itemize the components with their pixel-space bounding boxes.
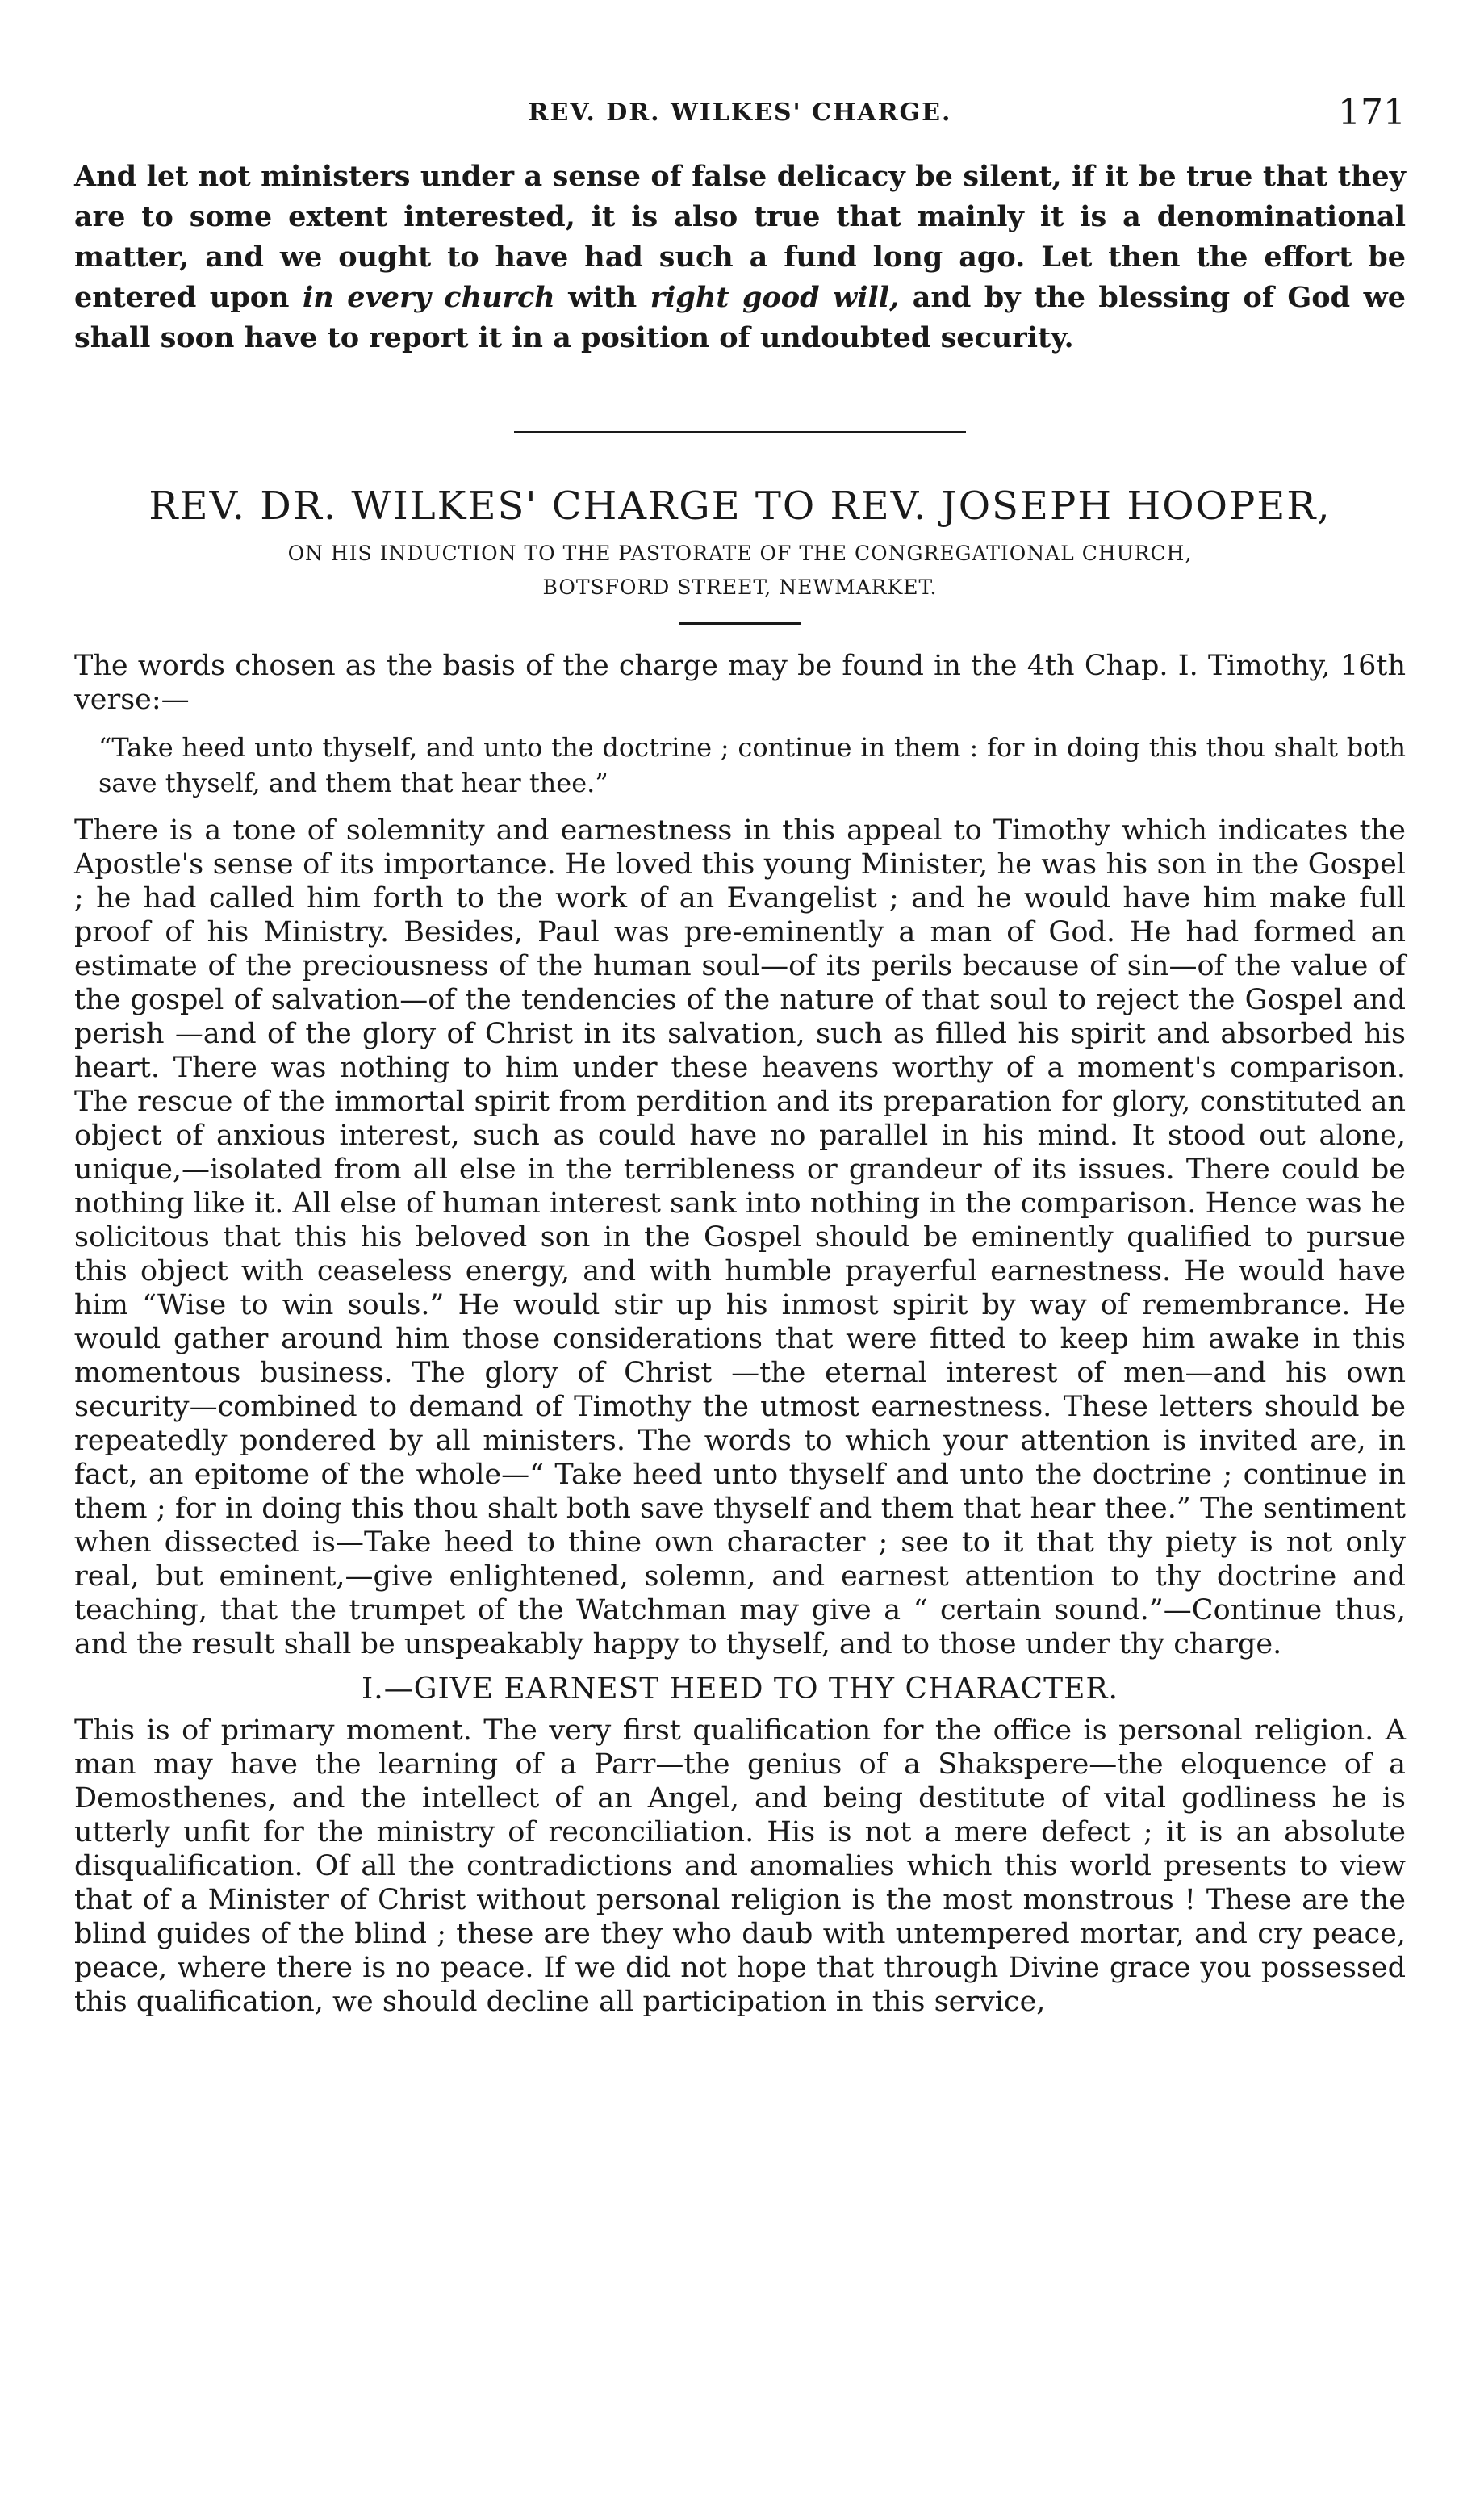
article-subtitle-line-1: ON HIS INDUCTION TO THE PASTORATE OF THE CONGREGATIONAL CHURCH,: [287, 542, 1193, 565]
intro-emphasis-1: in every church: [302, 281, 555, 314]
section-divider: [514, 431, 966, 433]
intro-text-3: and by the blessing of God we shall soon have to report it in a position of undoubted security.: [74, 281, 1406, 354]
main-paragraph: There is a tone of solemnity and earnestness in this appeal to Timothy which indicates the Apostle's sense of its importance. He loved this young Minister, he was his son in the Gospel ; he had called him forth to the work of an Evangelist ; and he would have him make full proof of his Ministry. Besides, Paul was pre-eminently a man of God. He had formed an estimate of the preciousness of the human soul—of its perils because of sin—of the value of the gospel of salvation—of the tendencies of the nature of that soul to reject the Gospel and perish —and of the glory of Christ in its salvation, such as filled his spirit and absorbed his heart. There was nothing to him under these heavens worthy of a moment's comparison. The rescue of the immortal spirit from perdition and its preparation for glory, constituted an object of anxious interest, such as could have no parallel in his mind. It stood out alone, unique,—isolated from all else in the terribleness or grandeur of its issues. There could be nothing like it. All else of human interest sank into nothing in the comparison. Hence was he solicitous that this his beloved son in the Gospel should be eminently qualified to pursue this object with ceaseless energy, and with humble prayerful earnestness. He would have him “Wise to win souls.” He would stir up his inmost spirit by way of remembrance. He would gather around him those considerations that were fitted to keep him awake in this momentous business. The glory of Christ —the eternal interest of men—and his own security—combined to demand of Timothy the utmost earnestness. These letters should be repeatedly pondered by all ministers. The words to which your attention is invited are, in fact, an epitome of the whole—“ Take heed unto thyself and unto the doctrine ; continue in them ; for in doing this thou shalt both save thyself and them that hear thee.” The sentiment when dissected is—Take heed to thine own character ; see to it that thy piety is not only real, but eminent,—give enlightened, solemn, and earnest attention to thy doctrine and teaching, that the trumpet of the Watchman may give a “ certain sound.”—Continue thus, and the result shall be unspeakably happy to thyself, and to those under thy charge.: [74, 814, 1406, 1660]
intro-paragraph: [74, 157, 1406, 358]
article-subtitle: [74, 537, 1406, 605]
intro-text-1: And let not ministers under a sense of false delicacy be silent, if it be true that they are to some extent interested, it is also true that mainly it is a denominational matter, and we ought to have had such a fund long ago. Let then the effort be entered upon: [74, 160, 1406, 314]
article-title: REV. DR. WILKES' CHARGE TO REV. JOSEPH HOOPER,: [148, 484, 1331, 529]
running-title: REV. DR. WILKES' CHARGE.: [528, 98, 952, 127]
article-subtitle-line-2: BOTSFORD STREET, NEWMARKET.: [542, 576, 938, 599]
section-paragraph: This is of primary moment. The very first qualification for the office is personal religion. A man may have the learning of a Parr—the genius of a Shakspere—the eloquence of a Demosthenes, and the intellect of an Angel, and being destitute of vital godliness he is utterly unfit for the ministry of reconciliation. His is not a mere defect ; it is an absolute disqualification. Of all the contradictions and anomalies which this world presents to view that of a Minister of Christ without personal religion is the most monstrous ! These are the blind guides of the blind ; these are they who daub with untempered mortar, and cry peace, peace, where there is no peace. If we did not hope that through Divine grace you possessed this qualification, we should decline all participation in this service,: [74, 1714, 1406, 2018]
page-number: 171: [1338, 92, 1406, 133]
intro-text-2: with: [554, 281, 650, 314]
scripture-quote: “Take heed unto thyself, and unto the doctrine ; continue in them : for in doing this thou shalt both save thyself, and them that hear thee.”: [98, 732, 1406, 798]
text-intro: The words chosen as the basis of the charge may be found in the 4th Chap. I. Timothy, 16th verse:—: [74, 650, 1406, 716]
section-heading: I.—GIVE EARNEST HEED TO THY CHARACTER.: [362, 1672, 1118, 1706]
journal-page: [74, 77, 1406, 2019]
intro-emphasis-2: right good will,: [650, 281, 900, 314]
running-head: [74, 77, 1406, 142]
title-rule: [679, 622, 801, 625]
